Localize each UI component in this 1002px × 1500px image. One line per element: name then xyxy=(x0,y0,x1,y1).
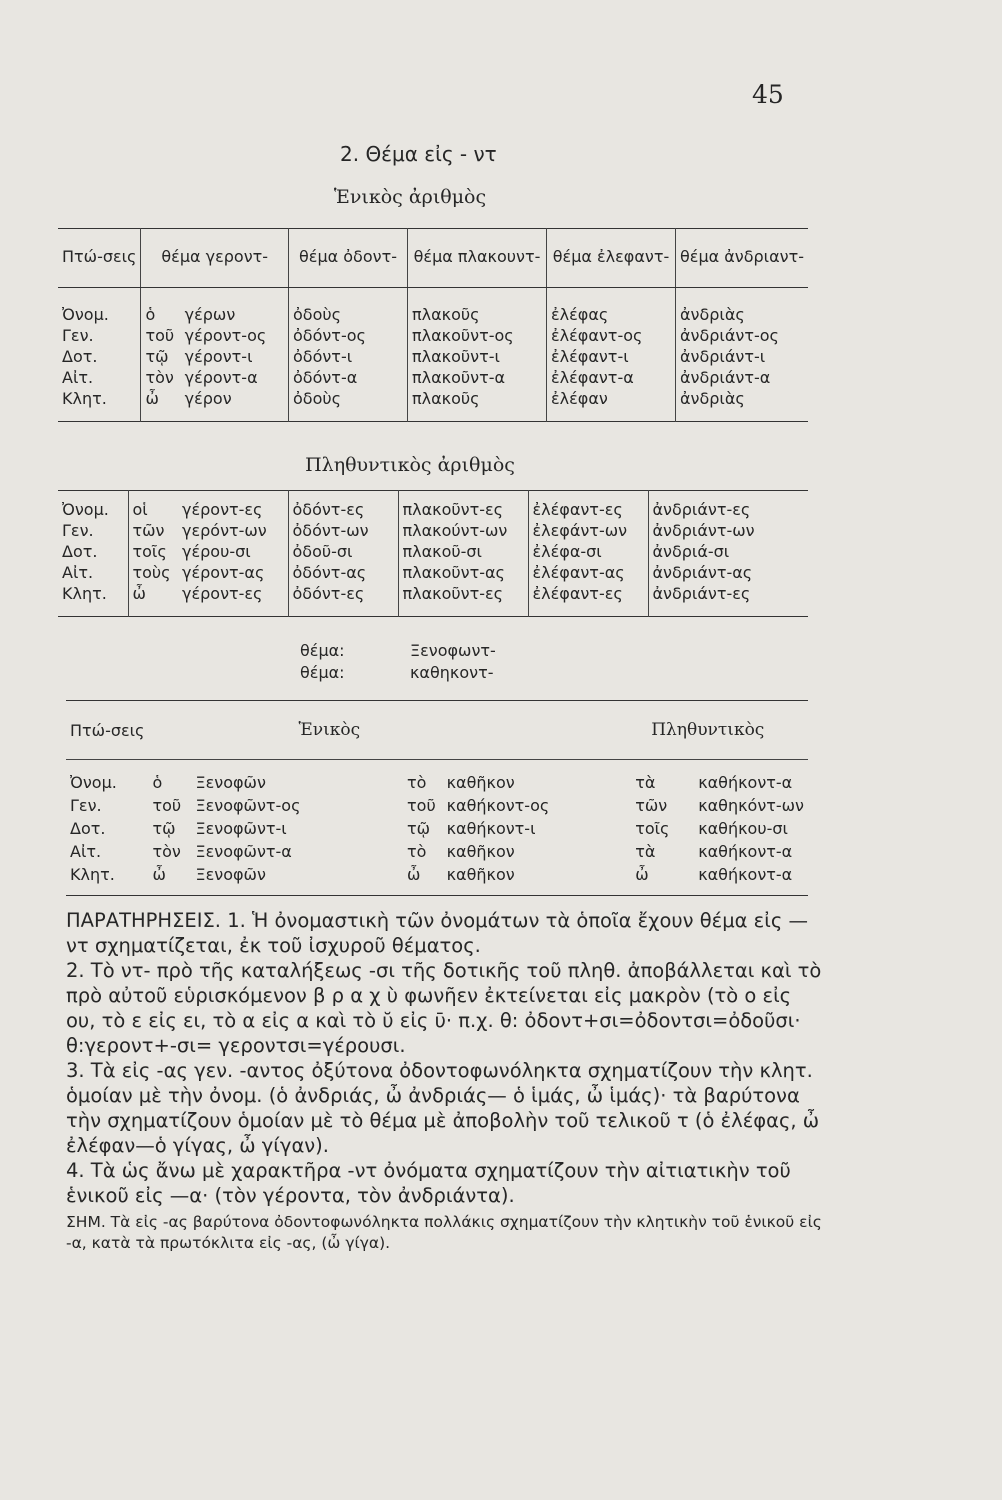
page-number: 45 xyxy=(752,80,784,109)
table-row xyxy=(58,388,808,422)
article: τὸ xyxy=(407,773,427,792)
form-odont: ὀδοῦ-σι xyxy=(288,541,398,562)
form-andriant: ἀνδριάντ-ας xyxy=(648,562,808,583)
form-kathekon-pl: καθήκοντ-α xyxy=(698,842,793,861)
form-xenophon: Ξενοφῶν xyxy=(195,865,266,884)
form-odont: ὀδόντ-ας xyxy=(288,562,398,583)
table-row xyxy=(58,520,808,541)
form-kathekon-pl: καθήκοντ-α xyxy=(698,865,793,884)
table-row xyxy=(58,367,808,388)
form-elephant: ἐλέφαν xyxy=(547,388,676,422)
case-label: Αἰτ. xyxy=(62,563,94,582)
case-label: Γεν. xyxy=(62,521,94,540)
article: τὸν xyxy=(152,842,181,861)
article: ὦ xyxy=(152,865,166,884)
form-odont: ὀδόντ-ες xyxy=(288,491,398,521)
article: τοῦ xyxy=(141,325,181,346)
form-plakount: πλακοῦ-σι xyxy=(398,541,528,562)
header-singular: Ἑνικὸς xyxy=(148,701,631,760)
header-cases: Πτώ-σεις xyxy=(58,229,141,288)
form-kathekon-sg: καθῆκον xyxy=(446,773,515,792)
header-cases: Πτώ-σεις xyxy=(66,701,148,760)
form-geront: γέρον xyxy=(184,389,232,408)
case-label: Δοτ. xyxy=(70,819,106,838)
article: ὁ xyxy=(152,773,163,792)
stem-label: θέμα: xyxy=(300,663,345,682)
form-xenophon: Ξενοφῶντ-ος xyxy=(195,796,301,815)
header-andriant: θέμα ἀνδριαντ- xyxy=(676,229,809,288)
header-odont: θέμα ὀδοντ- xyxy=(289,229,408,288)
article: τῷ xyxy=(141,346,181,367)
header-elephant: θέμα ἐλεφαντ- xyxy=(547,229,676,288)
form-elephant: ἐλεφάντ-ων xyxy=(528,520,648,541)
article: ὦ xyxy=(128,583,178,617)
article: τὰ xyxy=(635,842,656,861)
note-sim: ΣΗΜ. Τὰ εἰς -ας βαρύτονα ὀδοντοφωνόληκτα πολλάκις σχηματίζουν τὴν κλητικὴν τοῦ ἑνικοῦ εἰς -α, κατὰ τὰ πρωτόκλιτα εἰς -ας, (ὦ γίγα). xyxy=(66,1213,822,1252)
form-plakount: πλακοῦντ-ες xyxy=(398,491,528,521)
form-odont: ὀδόντ-ος xyxy=(289,325,408,346)
form-odont: ὀδόντ-α xyxy=(289,367,408,388)
article: τοῦ xyxy=(407,796,436,815)
article: τῷ xyxy=(407,819,431,838)
stem-value: καθηκοντ- xyxy=(410,663,494,682)
form-geront: γέροντ-ες xyxy=(182,584,263,603)
article: τοῖς xyxy=(128,541,178,562)
form-kathekon-pl: καθήκου-σι xyxy=(698,819,788,838)
case-label: Ὀνομ. xyxy=(62,305,109,324)
form-elephant: ἐλέφαντ-ας xyxy=(528,562,648,583)
form-kathekon-sg: καθήκοντ-ος xyxy=(446,796,550,815)
form-andriant: ἀνδριά-σι xyxy=(648,541,808,562)
table-row xyxy=(58,541,808,562)
header-geront: θέμα γεροντ- xyxy=(141,229,289,288)
case-label: Κλητ. xyxy=(62,584,107,603)
form-odont: ὀδόντ-ες xyxy=(288,583,398,617)
form-andriant: ἀνδριὰς xyxy=(676,388,809,422)
form-odont: ὀδοὺς xyxy=(289,388,408,422)
form-andriant: ἀνδριάντ-ες xyxy=(648,583,808,617)
form-elephant: ἐλέφα-σι xyxy=(528,541,648,562)
form-andriant: ἀνδριάντ-α xyxy=(676,367,809,388)
article: τοῖς xyxy=(635,819,670,838)
article: τὰ xyxy=(635,773,656,792)
form-andriant: ἀνδριάντ-ων xyxy=(648,520,808,541)
article: τῷ xyxy=(152,819,176,838)
plural-title: Πληθυντικὸς ἀριθμὸς xyxy=(305,454,515,476)
form-geront: γέροντ-ες xyxy=(182,500,263,519)
form-plakount: πλακοῦντ-ι xyxy=(408,346,547,367)
header-plakount: θέμα πλακουντ- xyxy=(408,229,547,288)
singular-declension-table xyxy=(58,228,808,422)
header-plural: Πληθυντικὸς xyxy=(631,701,808,760)
form-andriant: ἀνδριάντ-ι xyxy=(676,346,809,367)
stem-value: Ξενοφωντ- xyxy=(410,641,496,660)
case-label: Κλητ. xyxy=(70,865,115,884)
form-elephant: ἐλέφαντ-ι xyxy=(547,346,676,367)
table-row xyxy=(58,346,808,367)
form-odont: ὀδόντ-ι xyxy=(289,346,408,367)
stem-label: θέμα: xyxy=(300,641,345,660)
form-geront: γέροντ-ας xyxy=(182,563,265,582)
article: τὸ xyxy=(407,842,427,861)
case-label: Ὀνομ. xyxy=(70,773,117,792)
form-kathekon-sg: καθήκοντ-ι xyxy=(446,819,536,838)
table-row xyxy=(58,288,808,326)
note-3: 3. Τὰ εἰς -ας γεν. -αντος ὀξύτονα ὀδοντοφωνόληκτα σχηματίζουν τὴν κλητ. ὁμοίαν μὲ τὴν ὀνομ. (ὁ ἀνδριάς, ὦ ἀνδριάς— ὁ ἱμάς, ὦ ἱμάς)· τὰ βαρύτονα τὴν σχηματίζουν ὁμοίαν μὲ τὸ θέμα μὲ ἀποβολὴν τοῦ τελικοῦ τ (ὁ ἐλέφας, ὦ ἐλέφαν—ὁ γίγας, ὦ γίγαν). xyxy=(66,1059,820,1157)
note-1: ΠΑΡΑΤΗΡΗΣΕΙΣ. 1. Ἡ ὀνομαστικὴ τῶν ὀνομάτων τὰ ὁποῖα ἔχουν θέμα εἰς —ντ σχηματίζεται, ἐκ τοῦ ἰσχυροῦ θέματος. xyxy=(66,909,808,957)
form-plakount: πλακοῦς xyxy=(408,288,547,326)
form-plakount: πλακοῦς xyxy=(408,388,547,422)
article: τοὺς xyxy=(128,562,178,583)
table-row xyxy=(58,491,808,521)
article: τῶν xyxy=(635,796,668,815)
article: ὦ xyxy=(635,865,649,884)
note-2: 2. Τὸ ντ- πρὸ τῆς καταλήξεως -σι τῆς δοτικῆς τοῦ πληθ. ἀποβάλλεται καὶ τὸ πρὸ αὐτοῦ εὑρισκόμενον β ρ α χ ὺ φωνῆεν ἐκτείνεται εἰς μακρὸν (τὸ ο εἰς ου, τὸ ε εἰς ει, τὸ α εἰς α καὶ τὸ ῠ εἰς ῡ· π.χ. θ: ὀδοντ+σι=ὀδοντσι=ὀδοῦσι· θ:γεροντ+-σι= γεροντσι=γέρουσι. xyxy=(66,959,822,1057)
case-label: Δοτ. xyxy=(62,347,98,366)
form-geront: γέρου-σι xyxy=(182,542,251,561)
form-plakount: πλακοῦντ-ες xyxy=(398,583,528,617)
form-elephant: ἐλέφας xyxy=(547,288,676,326)
table-row xyxy=(66,816,808,839)
table-row xyxy=(66,793,808,816)
table-row xyxy=(66,839,808,862)
form-kathekon-sg: καθῆκον xyxy=(446,842,515,861)
article: οἱ xyxy=(128,491,178,521)
form-kathekon-pl: καθηκόντ-ων xyxy=(698,796,804,815)
case-label: Γεν. xyxy=(70,796,102,815)
singular-title: Ἑνικὸς ἀριθμὸς xyxy=(333,186,487,208)
article: ὁ xyxy=(141,288,181,326)
form-geront: γέροντ-α xyxy=(184,368,258,387)
table-row xyxy=(58,562,808,583)
plural-declension-table xyxy=(58,490,808,617)
case-label: Δοτ. xyxy=(62,542,98,561)
form-elephant: ἐλέφαντ-α xyxy=(547,367,676,388)
case-label: Γεν. xyxy=(62,326,94,345)
form-odont: ὀδοὺς xyxy=(289,288,408,326)
case-label: Αἰτ. xyxy=(70,842,102,861)
article: τὸν xyxy=(141,367,181,388)
form-geront: γέροντ-ι xyxy=(184,347,253,366)
article: ὦ xyxy=(407,865,421,884)
form-plakount: πλακοῦντ-α xyxy=(408,367,547,388)
note-4: 4. Τὰ ὡς ἄνω μὲ χαρακτῆρα -ντ ὀνόματα σχηματίζουν τὴν αἰτιατικὴν τοῦ ἑνικοῦ εἰς —α· (τὸν γέροντα, τὸν ἀνδριάντα). xyxy=(66,1159,791,1207)
form-elephant: ἐλέφαντ-ος xyxy=(547,325,676,346)
article: τοῦ xyxy=(152,796,182,815)
section-title: 2. Θέμα εἰς - ντ xyxy=(340,142,497,166)
form-andriant: ἀνδριὰς xyxy=(676,288,809,326)
form-andriant: ἀνδριάντ-ος xyxy=(676,325,809,346)
form-kathekon-pl: καθήκοντ-α xyxy=(698,773,793,792)
table-row xyxy=(66,862,808,896)
table-row xyxy=(66,760,808,794)
article: ὦ xyxy=(141,388,181,422)
form-geront: γέρων xyxy=(184,305,236,324)
xenophon-kathekon-table xyxy=(66,700,808,896)
case-label: Ὀνομ. xyxy=(62,500,109,519)
article: τῶν xyxy=(128,520,178,541)
form-kathekon-sg: καθῆκον xyxy=(446,865,515,884)
form-geront: γέροντ-ος xyxy=(184,326,267,345)
form-geront: γερόντ-ων xyxy=(182,521,267,540)
form-xenophon: Ξενοφῶντ-α xyxy=(195,842,292,861)
form-plakount: πλακοῦντ-ας xyxy=(398,562,528,583)
form-elephant: ἐλέφαντ-ες xyxy=(528,583,648,617)
form-plakount: πλακούντ-ων xyxy=(398,520,528,541)
observations xyxy=(66,908,826,1254)
table-row xyxy=(58,583,808,617)
form-odont: ὀδόντ-ων xyxy=(288,520,398,541)
form-plakount: πλακοῦντ-ος xyxy=(408,325,547,346)
table-row xyxy=(58,325,808,346)
form-xenophon: Ξενοφῶν xyxy=(195,773,266,792)
case-label: Αἰτ. xyxy=(62,368,94,387)
form-xenophon: Ξενοφῶντ-ι xyxy=(195,819,287,838)
form-elephant: ἐλέφαντ-ες xyxy=(528,491,648,521)
form-andriant: ἀνδριάντ-ες xyxy=(648,491,808,521)
stems-block xyxy=(300,640,496,684)
case-label: Κλητ. xyxy=(62,389,107,408)
